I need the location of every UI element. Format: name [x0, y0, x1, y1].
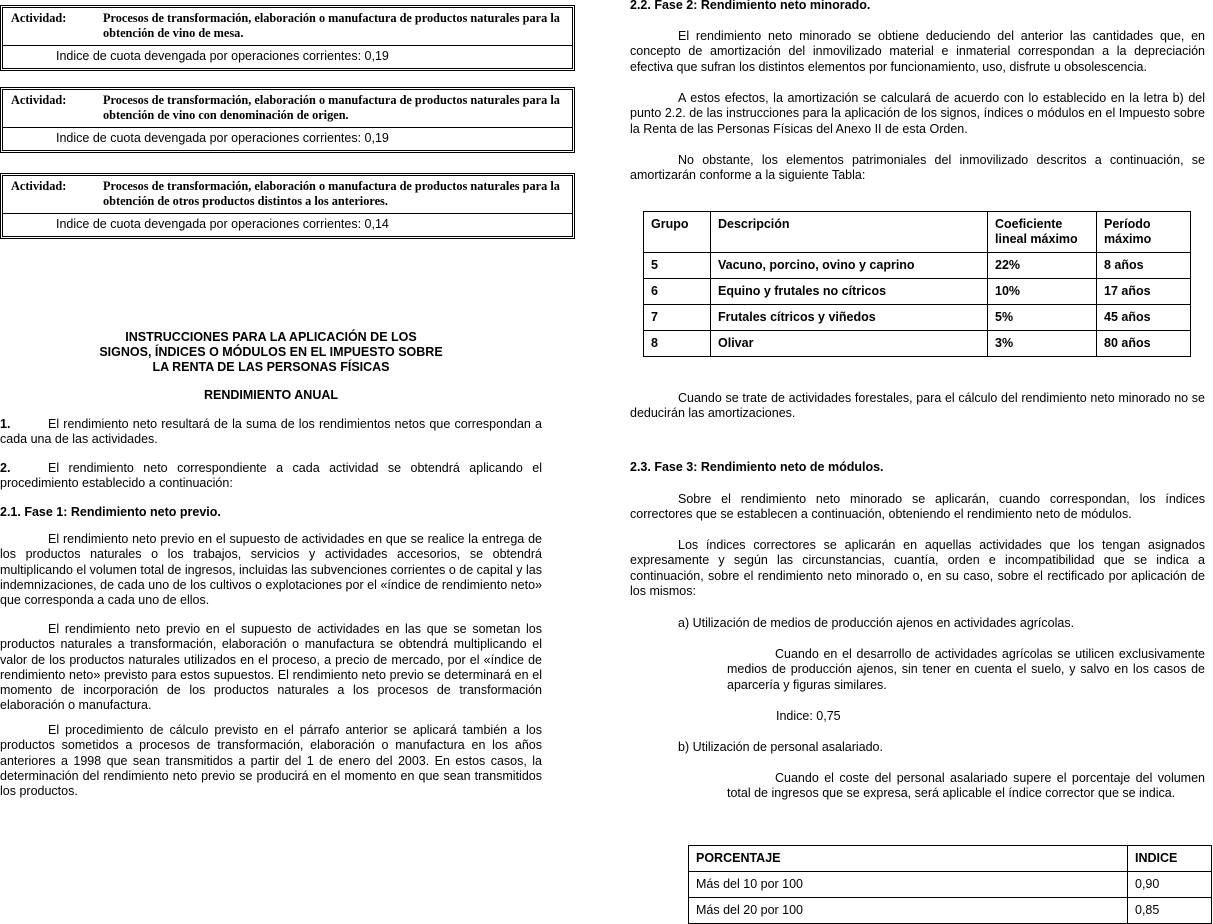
activity-box-1 — [0, 5, 575, 71]
right-paragraph-4: Cuando se trate de actividades forestales, para el cálculo del rendimiento neto minorado no se deducirán las amortizaciones. — [630, 391, 1205, 421]
title-line-3: LA RENTA DE LAS PERSONAS FÍSICAS — [152, 360, 390, 374]
activity-text: Procesos de transformación, elaboración o manufactura de productos naturales para la obtención de otros productos distintos a los anteriores. — [103, 179, 560, 208]
cell-descripcion: Equino y frutales no cítricos — [711, 279, 988, 305]
activity-text: Procesos de transformación, elaboración o manufactura de productos naturales para la obtención de vino con denominación de origen. — [103, 93, 560, 122]
cell-porcentaje: Más del 20 por 100 — [689, 898, 1128, 924]
cell-grupo: 5 — [644, 253, 711, 279]
title-line-1: INSTRUCCIONES PARA LA APLICACIÓN DE LOS — [125, 330, 417, 344]
section-title — [0, 330, 542, 375]
cell-coeficiente: 3% — [988, 331, 1097, 357]
table-header-row — [644, 212, 1191, 253]
header-periodo: Período máximo — [1097, 212, 1191, 253]
table-row — [644, 279, 1191, 305]
cell-periodo: 45 años — [1097, 305, 1191, 331]
item-a-index: Indice: 0,75 — [776, 709, 841, 723]
activity-label: Actividad: — [11, 11, 67, 25]
table-header-row — [689, 846, 1212, 872]
activity-index: Indice de cuota devengada por operaciones corrientes: 0,19 — [56, 49, 389, 63]
table-row — [644, 331, 1191, 357]
right-paragraph-6: Los índices correctores se aplicarán en aquellas actividades que los tengan asignados expresamente y según las circunstancias, cuantía, orden e incompatibilidad que se indica a continuación, sobre el rendimiento neto minorado o, en su caso, sobre el rectificado por aplicación de los mismos: — [630, 538, 1205, 598]
paragraph-2 — [0, 461, 542, 492]
header-coeficiente: Coeficiente lineal máximo — [988, 212, 1097, 253]
heading-2-2: 2.2. Fase 2: Rendimiento neto minorado. — [630, 0, 871, 12]
title-line-2: SIGNOS, ÍNDICES O MÓDULOS EN EL IMPUESTO SOBRE — [99, 345, 443, 359]
header-porcentaje: PORCENTAJE — [689, 846, 1128, 872]
cell-coeficiente: 22% — [988, 253, 1097, 279]
header-indice: INDICE — [1128, 846, 1212, 872]
cell-periodo: 8 años — [1097, 253, 1191, 279]
cell-grupo: 8 — [644, 331, 711, 357]
activity-label: Actividad: — [11, 179, 67, 193]
paragraph-3: El rendimiento neto previo en el supuesto de actividades en que se realice la entrega de los productos naturales o los trabajos, servicios y actividades accesorios, se obtendrá multiplicando el volumen total de ingresos, incluidas las subvenciones corrientes o de capital y las indemnizaciones, de cada uno de los cultivos o explotaciones por el «índice de rendimiento neto» que corresponda a cada uno de ellos. — [0, 532, 542, 608]
item-a-text: Cuando en el desarrollo de actividades agrícolas se utilicen exclusivamente medios de producción ajenos, sin tener en cuenta el suelo, y salvo en los casos de aparcería y figuras similares. — [727, 647, 1205, 692]
paragraph-1 — [0, 417, 542, 448]
table-row — [644, 253, 1191, 279]
paragraph-number: 1. — [0, 417, 11, 431]
item-a-title: a) Utilización de medios de producción ajenos en actividades agrícolas. — [678, 616, 1075, 630]
cell-grupo: 6 — [644, 279, 711, 305]
activity-label: Actividad: — [11, 93, 67, 107]
item-b-title: b) Utilización de personal asalariado. — [678, 740, 883, 754]
right-paragraph-3: No obstante, los elementos patrimoniales del inmovilizado descritos a continuación, se amortizarán conforme a la siguiente Tabla: — [630, 153, 1205, 183]
activity-index: Indice de cuota devengada por operaciones corrientes: 0,19 — [56, 131, 389, 145]
paragraph-4: El rendimiento neto previo en el supuesto de actividades en las que se sometan los productos naturales a transformación, elaboración o manufactura se obtendrá multiplicando el valor de los productos naturales utilizados en el proceso, a precio de mercado, por el «índice de rendimiento neto» previsto para estos supuestos. El rendimiento neto previo se determinará en el momento de incorporación de los productos naturales a los procesos de transformación elaboración o manufactura. — [0, 622, 542, 713]
cell-porcentaje: Más del 10 por 100 — [689, 872, 1128, 898]
item-b-text: Cuando el coste del personal asalariado supere el porcentaje del volumen total de ingresos que se expresa, será aplicable el índice corrector que se indica. — [727, 771, 1205, 801]
right-paragraph-1: El rendimiento neto minorado se obtiene deduciendo del anterior las cantidades que, en concepto de amortización del inmovilizado material e inmaterial correspondan a la depreciación efectiva que sufran los distintos elementos por funcionamiento, uso, disfrute u obsolescencia. — [630, 29, 1205, 74]
table-row — [689, 898, 1212, 924]
cell-indice: 0,85 — [1128, 898, 1212, 924]
cell-coeficiente: 10% — [988, 279, 1097, 305]
right-paragraph-5: Sobre el rendimiento neto minorado se aplicarán, cuando correspondan, los índices correctores que se establecen a continuación, obteniendo el rendimiento neto de módulos. — [630, 492, 1205, 522]
cell-periodo: 17 años — [1097, 279, 1191, 305]
paragraph-text: El rendimiento neto correspondiente a cada actividad se obtendrá aplicando el procedimiento establecido a continuación: — [0, 461, 542, 491]
header-grupo: Grupo — [644, 212, 711, 253]
cell-coeficiente: 5% — [988, 305, 1097, 331]
cell-grupo: 7 — [644, 305, 711, 331]
cell-indice: 0,90 — [1128, 872, 1212, 898]
right-paragraph-2: A estos efectos, la amortización se calculará de acuerdo con lo establecido en la letra b) del punto 2.2. de las instrucciones para la aplicación de los signos, índices o módulos en el Impuesto sobre la Renta de las Personas Físicas del Anexo II de esta Orden. — [630, 91, 1205, 136]
cell-descripcion: Vacuno, porcino, ovino y caprino — [711, 253, 988, 279]
amortization-table — [643, 211, 1191, 357]
percentage-table — [688, 845, 1212, 924]
cell-descripcion: Olivar — [711, 331, 988, 357]
paragraph-5: El procedimiento de cálculo previsto en el párrafo anterior se aplicará también a los productos sometidos a procesos de transformación, elaboración o manufactura en los años anteriores a 1998 que sean transmitidos a partir del 1 de enero del 2003. En estos casos, la determinación del rendimiento neto previo se producirá en el momento en que sean transmitidos los productos. — [0, 723, 542, 799]
subtitle: RENDIMIENTO ANUAL — [203, 388, 339, 402]
heading-2-3: 2.3. Fase 3: Rendimiento neto de módulos. — [630, 460, 884, 474]
activity-text: Procesos de transformación, elaboración o manufactura de productos naturales para la obtención de vino de mesa. — [103, 11, 560, 40]
activity-box-2 — [0, 87, 575, 153]
activity-index: Indice de cuota devengada por operaciones corrientes: 0,14 — [56, 217, 389, 231]
cell-periodo: 80 años — [1097, 331, 1191, 357]
paragraph-number: 2. — [0, 461, 11, 475]
header-descripcion: Descripción — [711, 212, 988, 253]
activity-box-3 — [0, 173, 575, 239]
heading-2-1: 2.1. Fase 1: Rendimiento neto previo. — [0, 505, 221, 519]
paragraph-text: El rendimiento neto resultará de la suma de los rendimientos netos que correspondan a cada una de las actividades. — [0, 417, 542, 447]
table-row — [689, 872, 1212, 898]
cell-descripcion: Frutales cítricos y viñedos — [711, 305, 988, 331]
table-row — [644, 305, 1191, 331]
